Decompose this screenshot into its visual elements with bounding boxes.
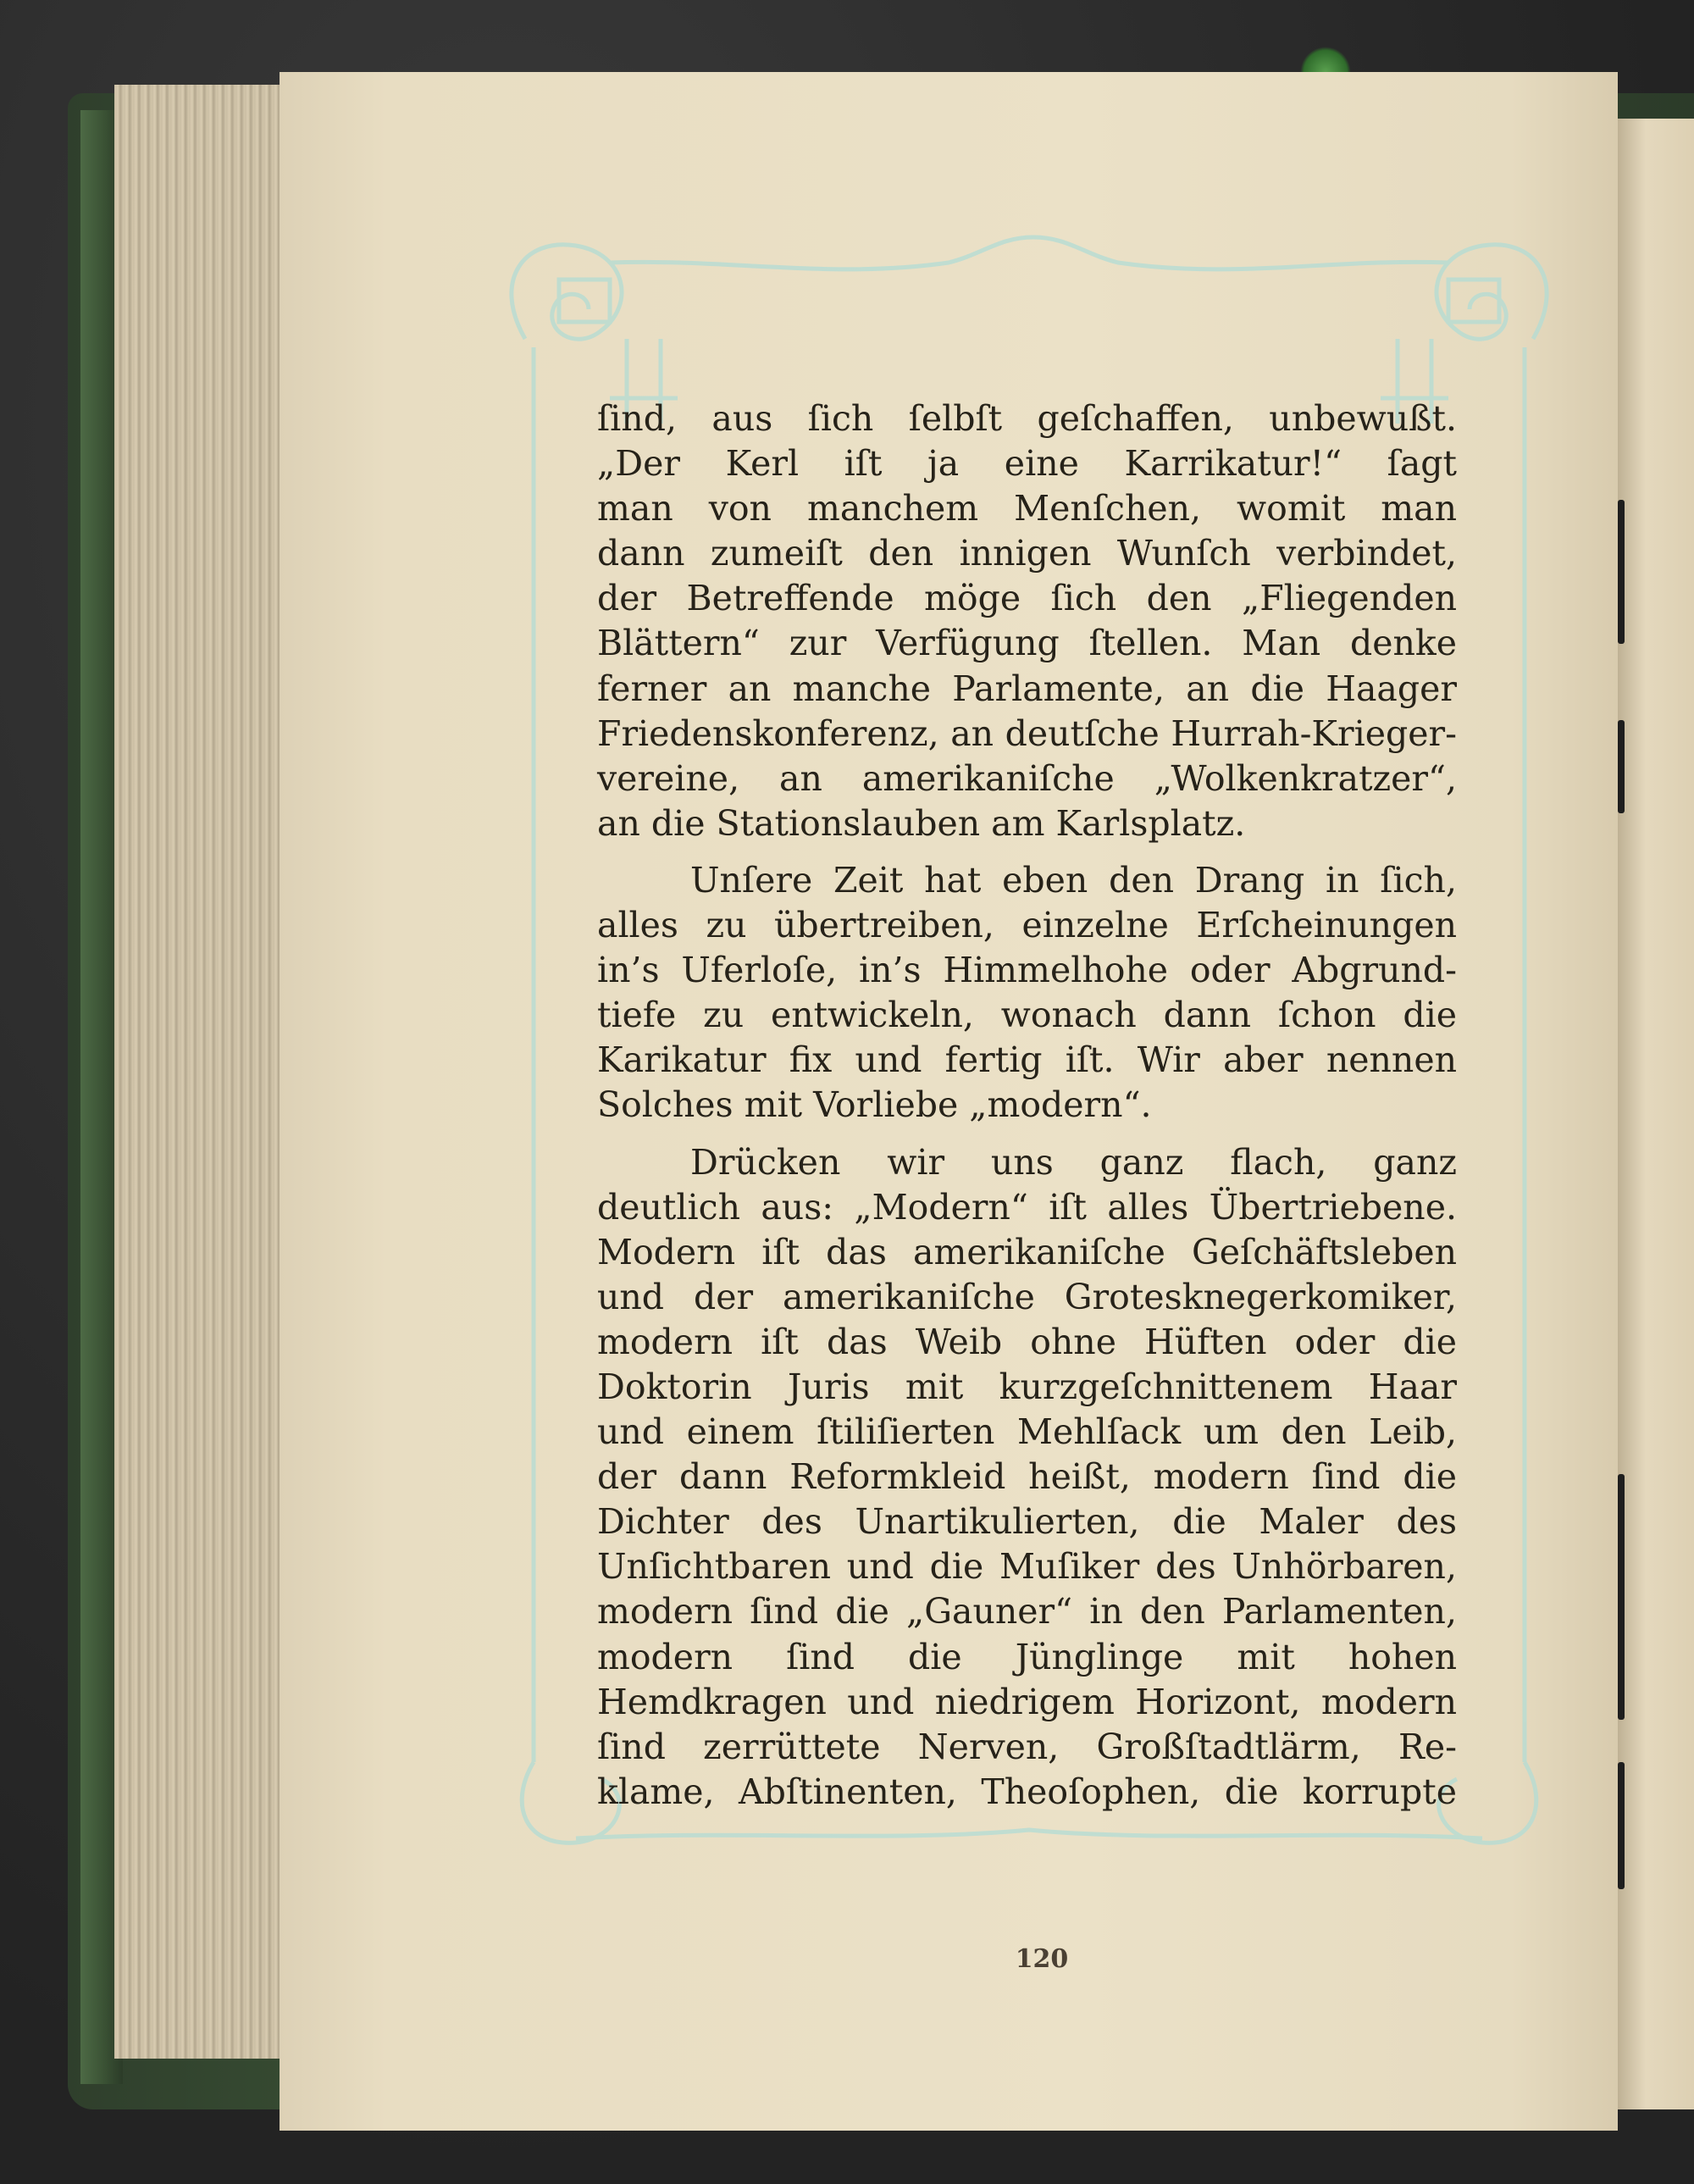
ornament-top-left-swirl (512, 245, 622, 340)
text-line: modern ſind die „Gauner“ in den Parlamenten, (597, 1591, 1457, 1632)
page-number: 120 (1015, 1944, 1069, 1974)
text-line: Unſichtbaren und die Muſiker des Unhörbaren, (597, 1546, 1457, 1588)
text-line: deutlich aus: „Modern“ iſt alles Übertriebene. (597, 1186, 1457, 1228)
facing-page-edge-marks (1618, 500, 1628, 1889)
text-line: Drücken wir uns ganz flach, ganz (690, 1141, 1457, 1183)
text-line: tiefe zu entwickeln, wonach dann ſchon die (597, 995, 1457, 1036)
paragraph-3 (597, 1140, 1457, 1815)
text-line: und der amerikaniſche Grotesknegerkomiker, (597, 1276, 1457, 1317)
text-line: Friedenskonferenz, an deutſche Hurrah-Krieger- (597, 712, 1457, 754)
text-line: Doktorin Juris mit kurzgeſchnittenem Haar (597, 1366, 1457, 1407)
page-body-text (597, 396, 1457, 1815)
text-line: Solches mit Vorliebe „modern“. (597, 1084, 1152, 1126)
text-line: ſind, aus ſich ſelbſt geſchaffen, unbewußt. (597, 398, 1457, 439)
text-line: alles zu übertreiben, einzelne Erſcheinungen (597, 905, 1457, 946)
edge-mark (1618, 500, 1625, 644)
text-line: modern ſind die Jünglinge mit hohen (597, 1636, 1457, 1677)
text-line: Dichter des Unartikulierten, die Maler des (597, 1501, 1457, 1543)
text-line: klame, Abſtinenten, Theoſophen, die korrupte (597, 1771, 1457, 1812)
ornament-top-right-swirl (1437, 245, 1547, 340)
text-line: „Der Kerl iſt ja eine Karrikatur!“ ſagt (597, 443, 1457, 485)
paragraph-1 (597, 396, 1457, 846)
text-line: und einem ſtiliſierten Mehlſack um den Leib, (597, 1411, 1457, 1453)
text-line: an die Stationslauben am Karlsplatz. (597, 802, 1246, 844)
text-line: Unſere Zeit hat eben den Drang in ſich, (690, 859, 1457, 901)
text-line: modern iſt das Weib ohne Hüften oder die (597, 1321, 1457, 1362)
text-line: man von manchem Menſchen, womit man (597, 488, 1457, 529)
text-line: in’s Uferloſe, in’s Himmelhohe oder Abgrund- (597, 950, 1457, 991)
edge-mark (1618, 720, 1625, 813)
text-line: der dann Reformkleid heißt, modern ſind die (597, 1456, 1457, 1498)
edge-mark (1618, 1762, 1625, 1889)
text-line: ſind zerrüttete Nerven, Großſtadtlärm, Re- (597, 1726, 1457, 1767)
text-line: Modern iſt das amerikaniſche Geſchäftsleben (597, 1231, 1457, 1272)
text-line: dann zumeiſt den innigen Wunſch verbindet, (597, 533, 1457, 574)
text-line: Blättern“ zur Verfügung ſtellen. Man denke (597, 623, 1457, 664)
text-line: ferner an manche Parlamente, an die Haager (597, 668, 1457, 709)
ornament-bottom-line (576, 1830, 1482, 1838)
text-line: vereine, an amerikaniſche „Wolkenkratzer“, (597, 757, 1457, 799)
page-stack (114, 85, 284, 2059)
text-line: Hemdkragen und niedrigem Horizont, modern (597, 1681, 1457, 1722)
ornament-top-line (610, 237, 1448, 269)
text-line: der Betreffende möge ſich den „Fliegenden (597, 578, 1457, 619)
edge-mark (1618, 1474, 1625, 1720)
text-line: Karikatur fix und fertig iſt. Wir aber nennen (597, 1039, 1457, 1081)
paragraph-2 (597, 858, 1457, 1128)
